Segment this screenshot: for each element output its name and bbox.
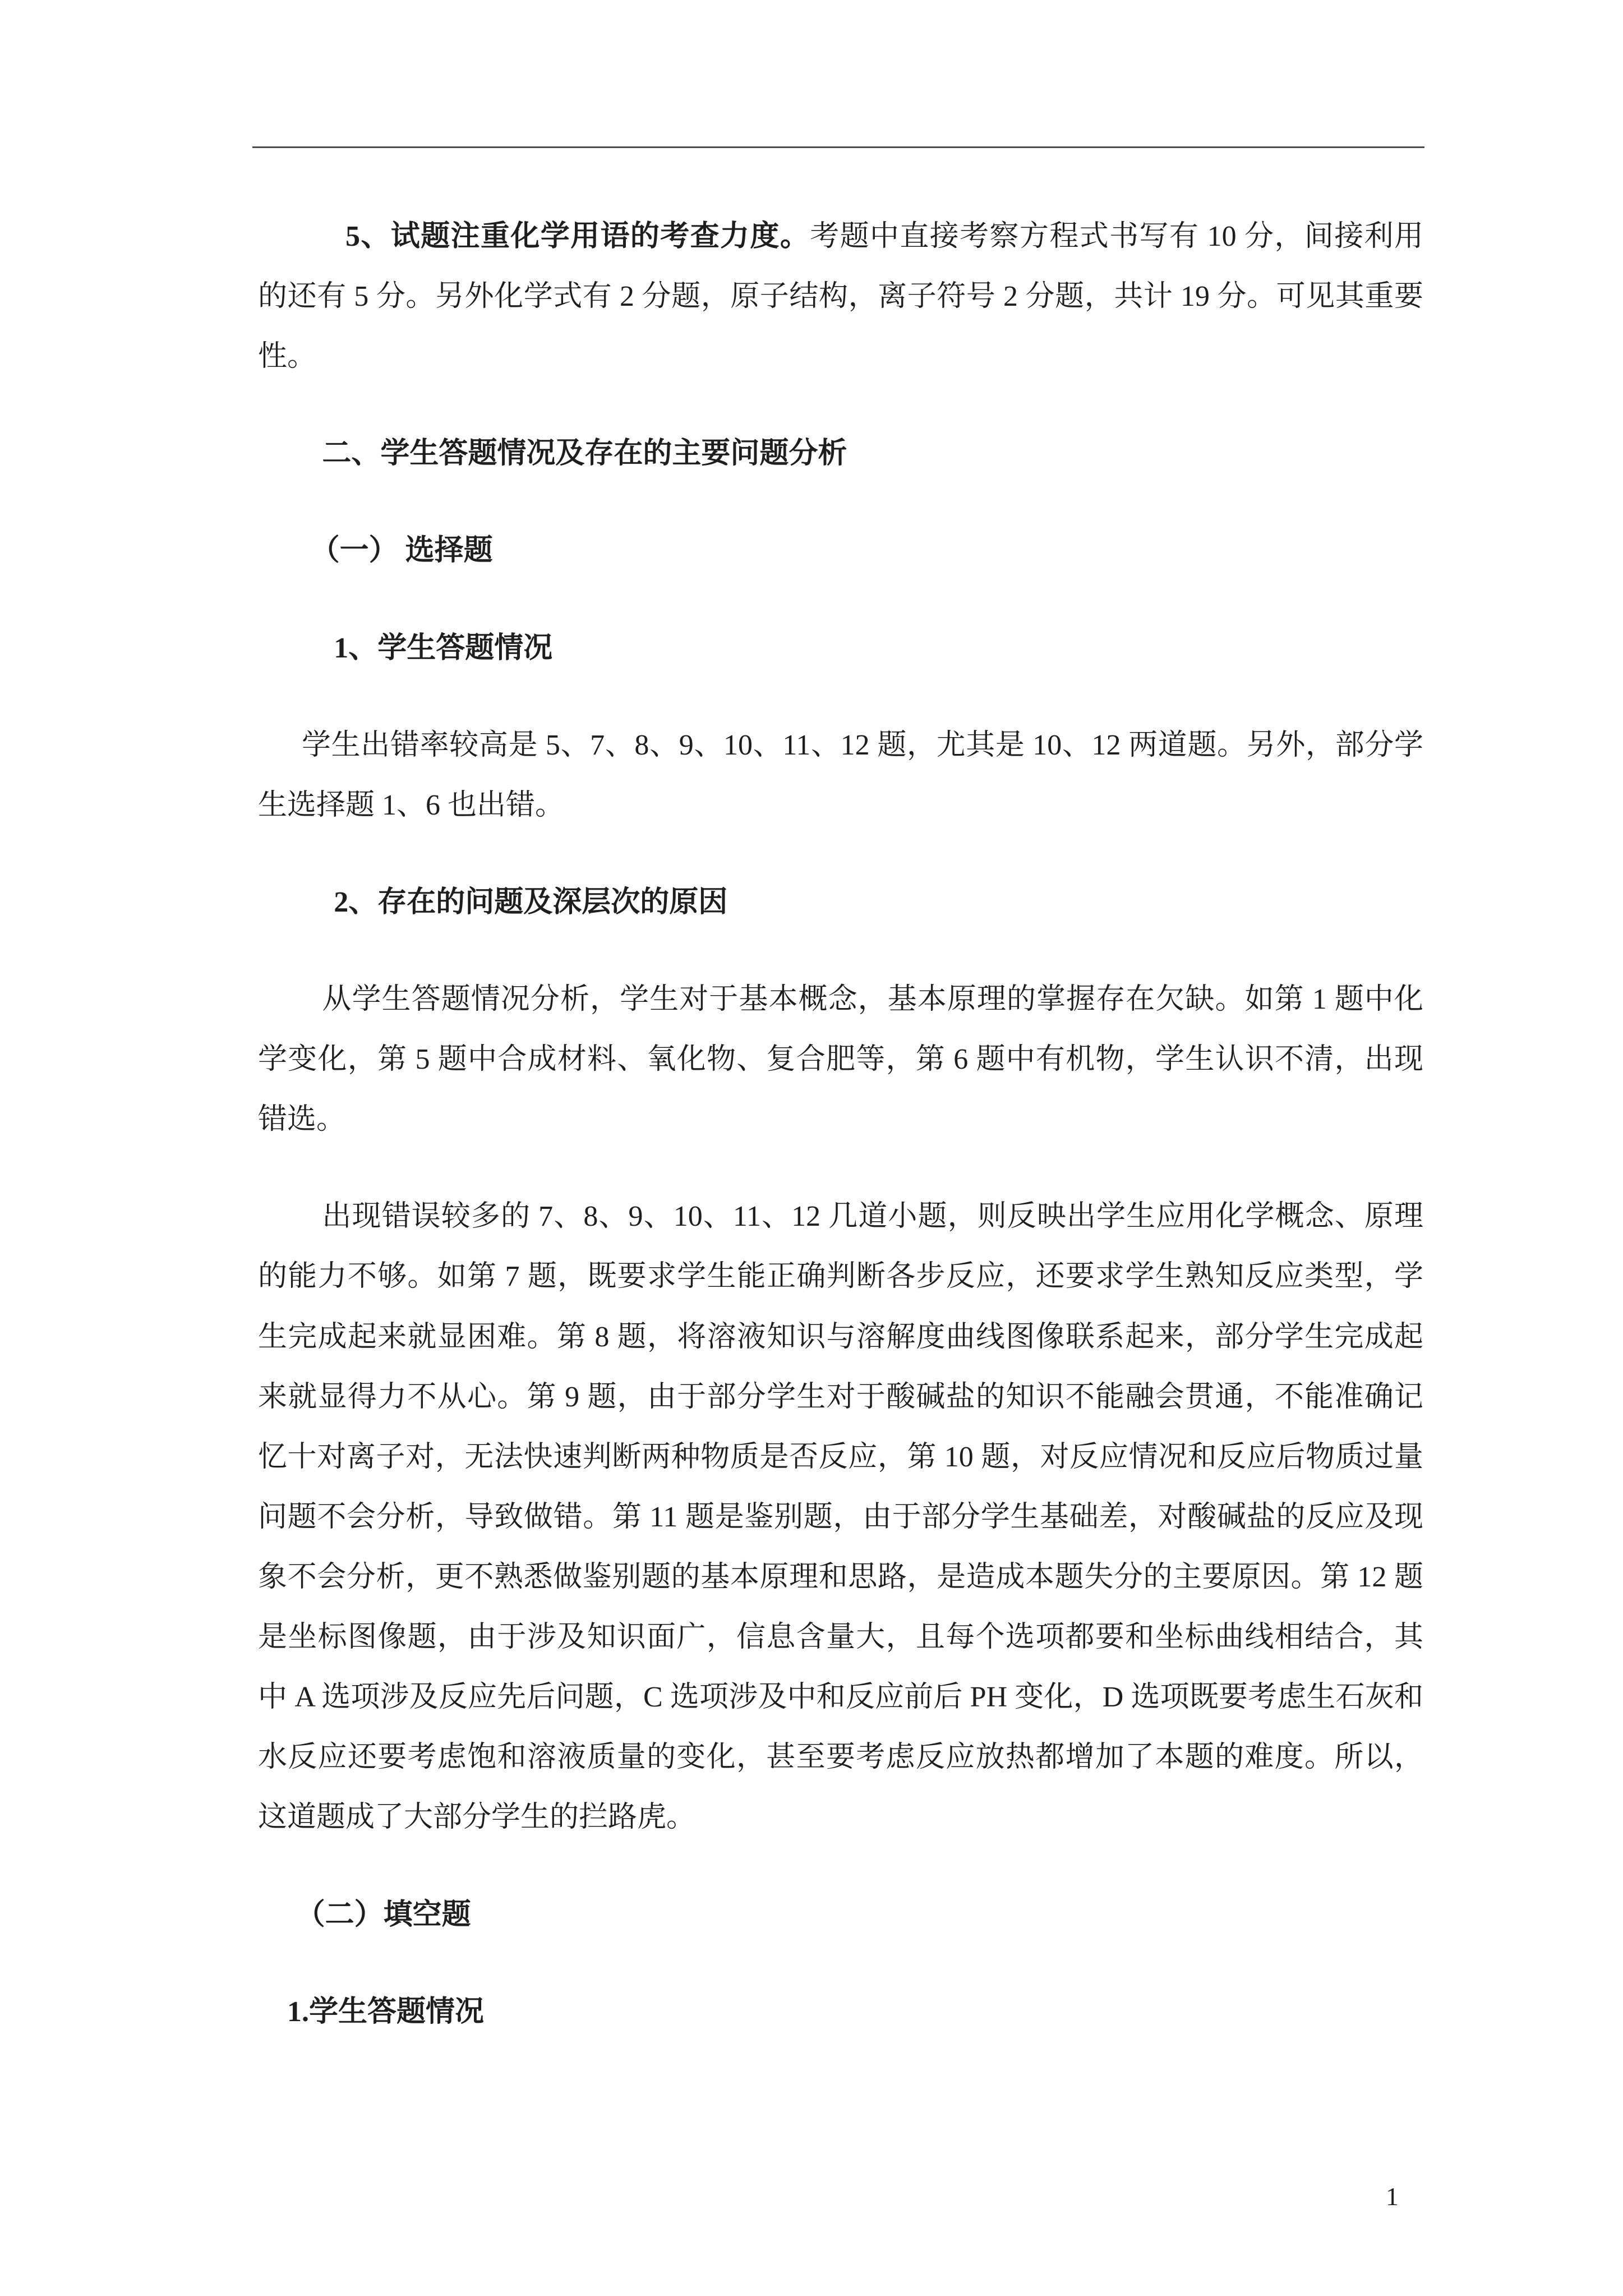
paragraph-lead-bold: 5、试题注重化学用语的考查力度。	[345, 220, 810, 252]
header-rule	[252, 146, 1424, 148]
paragraph-detailed-question-analysis: 出现错误较多的 7、8、9、10、11、12 几道小题，则反映出学生应用化学概念、原理的能力不够。如第 7 题，既要求学生能正确判断各步反应，还要求学生熟知反应类型，学生完成起来就显困难。第 8 题，将溶液知识与溶解度曲线图像联系起来，部分学生完成起来就显得力不从心。第 9 题，由于部分学生对于酸碱盐的知识不能融会贯通，不能准确记忆十对离子对，无法快速判断两种物质是否反应，第 10 题，对反应情况和反应后物质过量问题不会分析，导致做错。第 11 题是鉴别题，由于部分学生基础差，对酸碱盐的反应及现象不会分析，更不熟悉做鉴别题的基本原理和思路，是造成本题失分的主要原因。第 12 题是坐标图像题，由于涉及知识面广，信息含量大，且每个选项都要和坐标曲线相结合，其中 A 选项涉及反应先后问题，C 选项涉及中和反应前后 PH 变化，D 选项既要考虑生石灰和水反应还要考虑饱和溶液质量的变化，甚至要考虑反应放热都增加了本题的难度。所以，这道题成了大部分学生的拦路虎。	[258, 1200, 1423, 1834]
paragraph-body-text: 考题中直接考察方程式书写有 10 分，间接利用的还有 5 分。另外化学式有 2 分题，原子结构，离子符号 2 分题，共计 19 分。可见其重要性。	[258, 220, 1423, 373]
heading-section-two: 二、学生答题情况及存在的主要问题分析	[322, 438, 847, 470]
heading-choice-questions: （一） 选择题	[310, 535, 493, 567]
heading-fill-answer-status: 1.学生答题情况	[287, 1995, 485, 2028]
heading-choice-problems-causes: 2、存在的问题及深层次的原因	[334, 886, 728, 918]
paragraph-exam-language-emphasis	[258, 206, 1423, 386]
document-content	[258, 206, 1423, 2079]
paragraph-basic-concept-gaps: 从学生答题情况分析，学生对于基本概念，基本原理的掌握存在欠缺。如第 1 题中化学变化，第 5 题中合成材料、氧化物、复合肥等，第 6 题中有机物，学生认识不清，出现错选。	[258, 983, 1423, 1136]
paragraph-choice-error-rates: 学生出错率较高是 5、7、8、9、10、11、12 题，尤其是 10、12 两道题。另外，部分学生选择题 1、6 也出错。	[258, 729, 1423, 821]
heading-fill-in-questions: （二）填空题	[296, 1898, 471, 1931]
page-number: 1	[1386, 2182, 1399, 2211]
heading-choice-answer-status: 1、学生答题情况	[334, 632, 553, 664]
